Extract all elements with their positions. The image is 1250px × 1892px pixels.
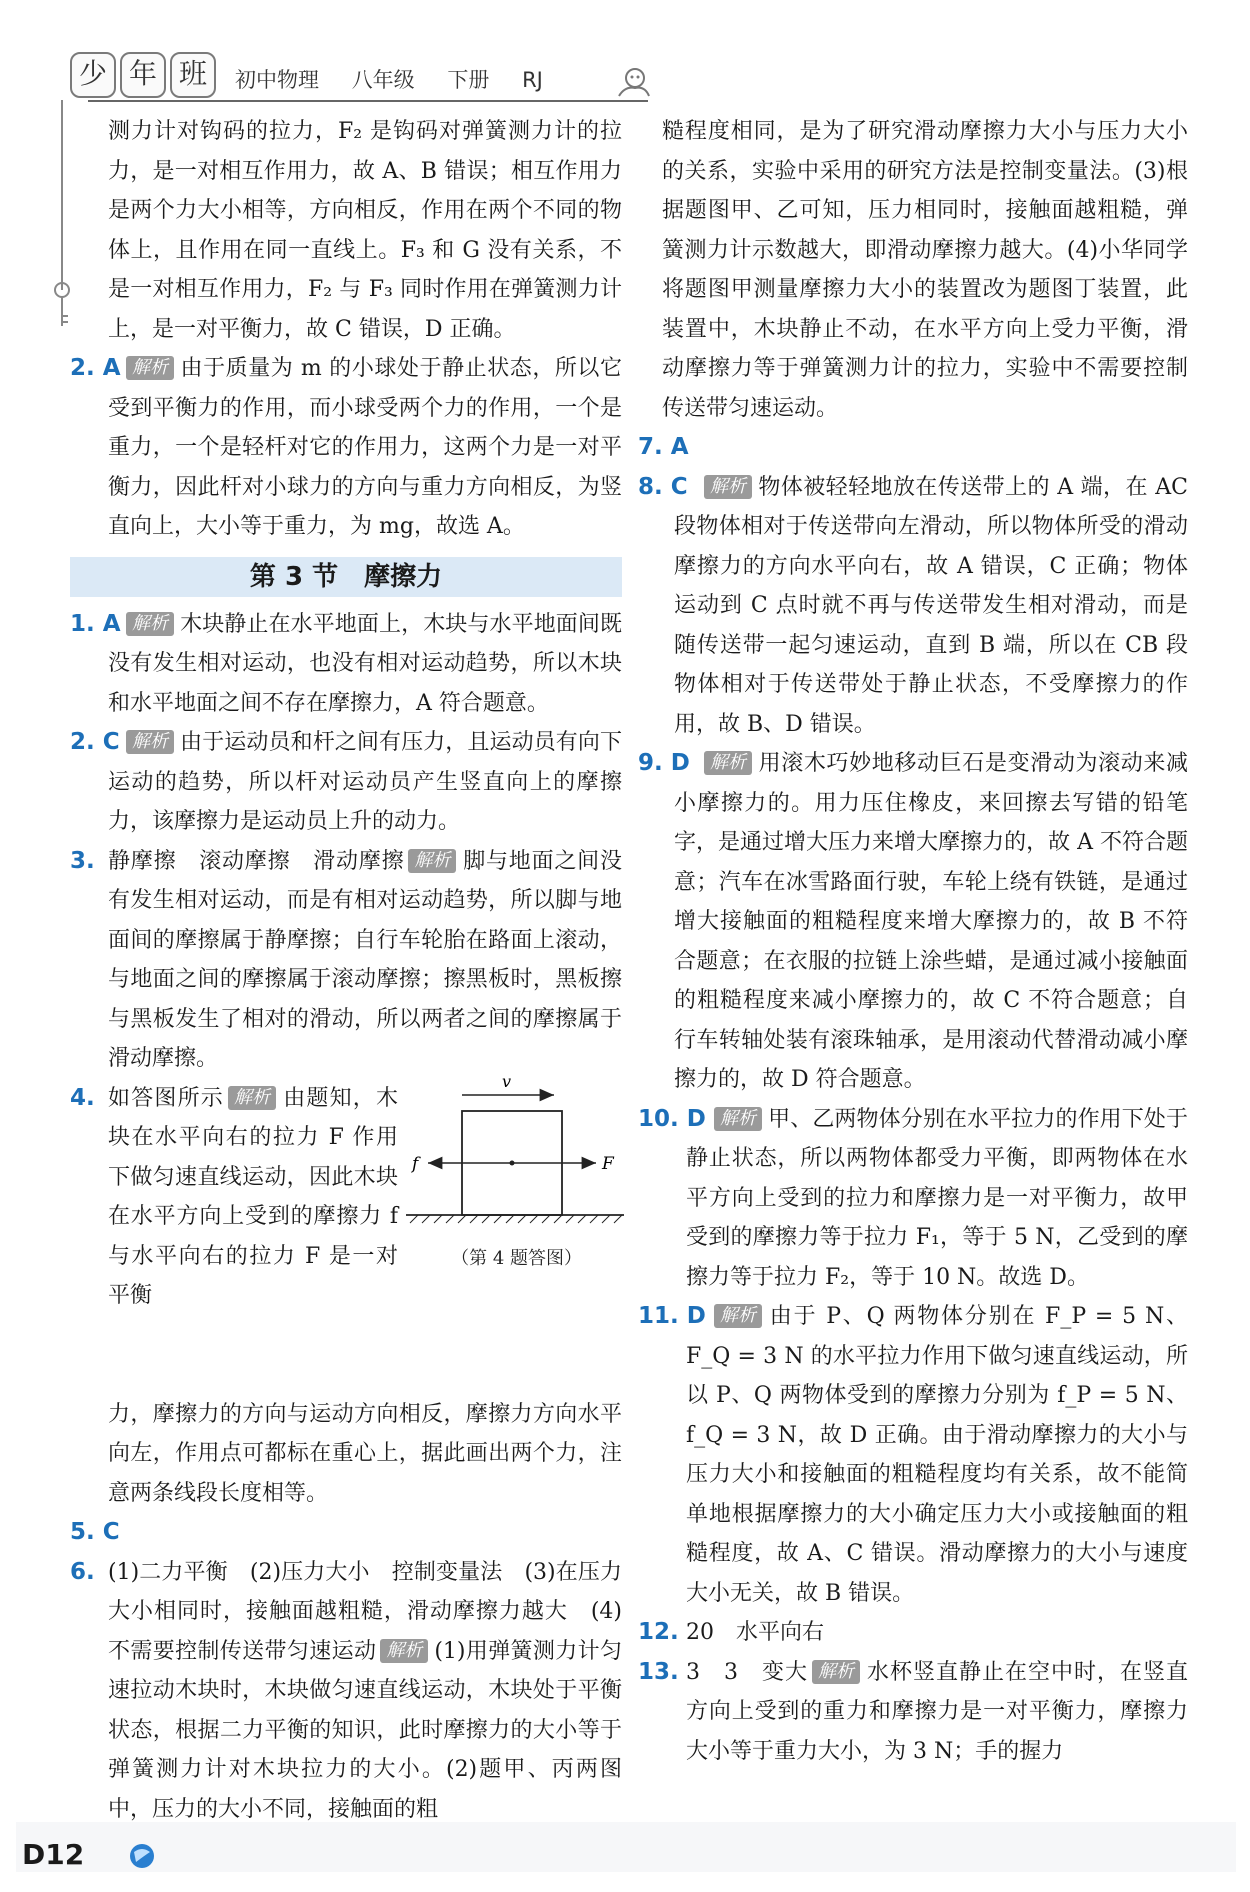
answer-number: 5. C	[70, 1519, 120, 1545]
right-column	[638, 112, 1188, 1771]
analysis-text: 物体被轻轻地放在传送带上的 A 端，在 AC 段物体相对于传送带向左滑动，所以物体所受的滑动摩擦力的方向水平向右，故 A 错误，C 正确；物体运动到 C 点时就不再与传送带发生相对滑动，而是随传送带一起匀速运动，直到 B 端，所以在 CB 段物体相对于传送带处于静止状态，不受摩擦力的作用，故 B、D 错误。	[674, 474, 1188, 737]
answer-item-s1	[70, 605, 622, 724]
answer-number: 4.	[70, 1084, 95, 1111]
analysis-tag: 解析	[812, 1660, 860, 1684]
mascot-icon	[615, 64, 653, 98]
answer-continuation: 糙程度相同，是为了研究滑动摩擦力大小与压力大小的关系，实验中采用的研究方法是控制变量法。(3)根据题图甲、乙可知，压力相同时，接触面越粗糙，弹簧测力计示数越大，即滑动摩擦力越大。(4)小华同学将题图甲测量摩擦力大小的装置改为题图丁装置，此装置中，木块静止不动，在水平方向上受力平衡，滑动摩擦力等于弹簧测力计的拉力，实验中不需要控制传送带匀速运动。	[662, 119, 1188, 421]
answer-number: 2. C	[70, 729, 120, 755]
answer-item-s10	[638, 1100, 1188, 1298]
friction-label: f	[412, 1153, 419, 1174]
analysis-text: 由于运动员和杆之间有压力，且运动员有向下运动的趋势，所以杆对运动员产生竖直向上的摩擦力，该摩擦力是运动员上升的动力。	[108, 730, 622, 834]
header-subject: 初中物理	[235, 68, 319, 92]
answer-text: 20 水平向右	[686, 1620, 824, 1645]
logo-char-2: 年	[120, 52, 166, 98]
analysis-tag: 解析	[126, 730, 174, 754]
answer-number: 9. D	[638, 750, 690, 776]
answer-text: 3 3 变大	[686, 1659, 808, 1685]
analysis-tag: 解析	[126, 612, 174, 636]
header-volume: 下册	[447, 68, 490, 92]
page-footer	[22, 1838, 84, 1878]
page-header	[70, 52, 670, 102]
answer-item-s4	[70, 1071, 622, 1395]
answer-number: 12.	[638, 1619, 679, 1645]
footer-band	[16, 1822, 1236, 1872]
header-rule	[88, 100, 648, 102]
analysis-text: 由于质量为 m 的小球处于静止状态，所以它受到平衡力的作用，而小球受两个力的作用，一个是重力，一个是轻杆对它的作用力，这两个力是一对平衡力，因此杆对小球力的方向与重力方向相反，为竖直向上，大小等于重力，为 mg，故选 A。	[108, 356, 622, 539]
answer-number: 11. D	[638, 1303, 706, 1329]
answer-text: (1)二力平衡 (2)压力大小 控制变量法 (3)在压力大小相同时，接触面越粗糙，滑动摩擦力越大 (4)不需要控制传送带匀速运动	[108, 1559, 622, 1664]
ground-hatching	[410, 1215, 622, 1223]
header-grade: 八年级	[351, 68, 415, 92]
answer-number: 6.	[70, 1558, 95, 1585]
analysis-tag: 解析	[704, 475, 752, 499]
answer-item-s6	[70, 1553, 622, 1830]
answer-text: 静摩擦 滚动摩擦 滑动摩擦	[108, 848, 405, 874]
analysis-text-cont: 力，摩擦力的方向与运动方向相反，摩擦力方向水平向左，作用点可都标在重心上，据此画出两个力，注意两条线段长度相等。	[108, 1401, 622, 1506]
answer-item-s11	[638, 1297, 1188, 1613]
margin-rule	[61, 100, 63, 290]
velocity-label: v	[502, 1071, 512, 1091]
analysis-tag: 解析	[408, 849, 456, 873]
answer-number: 8. C	[638, 473, 688, 500]
analysis-text: 由于 P、Q 两物体分别在 F_P = 5 N、F_Q = 3 N 的水平拉力作用下做匀速直线运动，所以 P、Q 两物体受到的摩擦力分别为 f_P = 5 N、f_Q = 3 N，故 D 正确。由于滑动摩擦力的大小与压力大小和接触面的粗糙程度均有关系，故不能简单地根据摩擦力的大小确定压力大小或接触面的粗糙程度，故 A、C 错误。滑动摩擦力的大小与速度大小无关，故 B 错误。	[686, 1304, 1188, 1606]
answer-number: 2. A	[70, 355, 121, 381]
answer-item-s3	[70, 842, 622, 1079]
analysis-tag: 解析	[704, 751, 752, 775]
analysis-text: (1)用弹簧测力计匀速拉动木块时，木块做匀速直线运动，木块处于平衡状态，根据二力平衡的知识，此时摩擦力的大小等于弹簧测力计对木块拉力的大小。(2)题甲、丙两图中，压力的大小不同，接触面的粗	[108, 1638, 622, 1822]
answer-number: 1. A	[70, 610, 121, 637]
analysis-tag: 解析	[714, 1304, 762, 1328]
logo-char-1: 少	[70, 52, 116, 98]
analysis-text: 用滚木巧妙地移动巨石是变滑动为滚动来减小摩擦力的。用力压住橡皮，来回擦去写错的铅笔字，是通过增大压力来增大摩擦力的，故 A 不符合题意；汽车在冰雪路面行驶，车轮上绕有铁链，是通过增大接触面的粗糙程度来增大摩擦力的，故 B 不符合题意；在衣服的拉链上涂些蜡，是通过减小接触面的粗糙程度来减小摩擦力的，故 C 不符合题意；自行车转轴处装有滚珠轴承，是用滚动代替滑动减小摩擦力的，故 D 符合题意。	[674, 751, 1188, 1092]
answer-item-s8	[638, 468, 1188, 745]
answer-number: 7. A	[638, 434, 689, 460]
page-number: D12	[22, 1838, 85, 1871]
figure-caption: （第 4 题答图）	[451, 1247, 582, 1269]
analysis-tag: 解析	[228, 1086, 276, 1110]
globe-icon	[128, 1842, 156, 1870]
analysis-text: 水杯竖直静止在空中时，在竖直方向上受到的重力和摩擦力是一对平衡力，摩擦力大小等于重力大小，为 3 N；手的握力	[686, 1659, 1188, 1764]
answer-item-s2	[70, 723, 622, 842]
analysis-text: 脚与地面之间没有发生相对运动，而是有相对运动趋势，所以脚与地面间的摩擦属于静摩擦；自行车轮胎在路面上滚动，与地面之间的摩擦属于滚动摩擦；擦黑板时，黑板擦与黑板发生了相对的滑动，所以两者之间的摩擦属于滑动摩擦。	[108, 848, 622, 1071]
analysis-text: 由题知，木块在水平向右的拉力 F 作用下做匀速直线运动，因此木块在水平方向上受到的摩擦力 f 与水平向右的拉力 F 是一对平衡	[108, 1085, 398, 1308]
answer-text: 如答图所示	[108, 1085, 224, 1111]
left-column	[70, 112, 622, 1829]
pull-label: F	[602, 1153, 614, 1174]
answer-continuation: 测力计对钩码的拉力，F₂ 是钩码对弹簧测力计的拉力，是一对相互作用力，故 A、B 错误；相互作用力是两个力大小相等，方向相反，作用在两个不同的物体上，且作用在同一直线上。F₃ 和 G 没有关系，不是一对相互作用力，F₂ 与 F₃ 同时作用在弹簧测力计上，是一对平衡力，故 C 错误，D 正确。	[108, 119, 622, 342]
answer-item-2	[70, 349, 622, 547]
section-title: 第 3 节 摩擦力	[70, 557, 622, 597]
answer-number: 3.	[70, 847, 95, 874]
answer-number: 13.	[638, 1658, 679, 1685]
analysis-text: 甲、乙两物体分别在水平拉力的作用下处于静止状态，所以两物体都受力平衡，即两物体在水平方向上受到的拉力和摩擦力是一对平衡力，故甲受到的摩擦力等于拉力 F₁，等于 5 N，乙受到的摩擦力等于拉力 F₂，等于 10 N。故选 D。	[686, 1106, 1188, 1290]
answer-number: 10. D	[638, 1105, 706, 1132]
analysis-tag: 解析	[380, 1639, 428, 1663]
answer-item-s7	[638, 428, 1188, 468]
analysis-tag: 解析	[126, 356, 174, 380]
analysis-text: 木块静止在水平地面上，木块与水平地面间既没有发生相对运动，也没有相对运动趋势，所以木块和水平地面之间不存在摩擦力，A 符合题意。	[108, 611, 622, 716]
analysis-tag: 解析	[714, 1107, 762, 1131]
header-edition: RJ	[522, 68, 543, 92]
answer-item-s13	[638, 1653, 1188, 1772]
answer-item-s9	[638, 744, 1188, 1100]
answer-item-s12	[638, 1613, 1188, 1653]
header-meta	[235, 64, 569, 94]
answer-item-s5	[70, 1513, 622, 1553]
logo-char-3: 班	[170, 52, 216, 98]
